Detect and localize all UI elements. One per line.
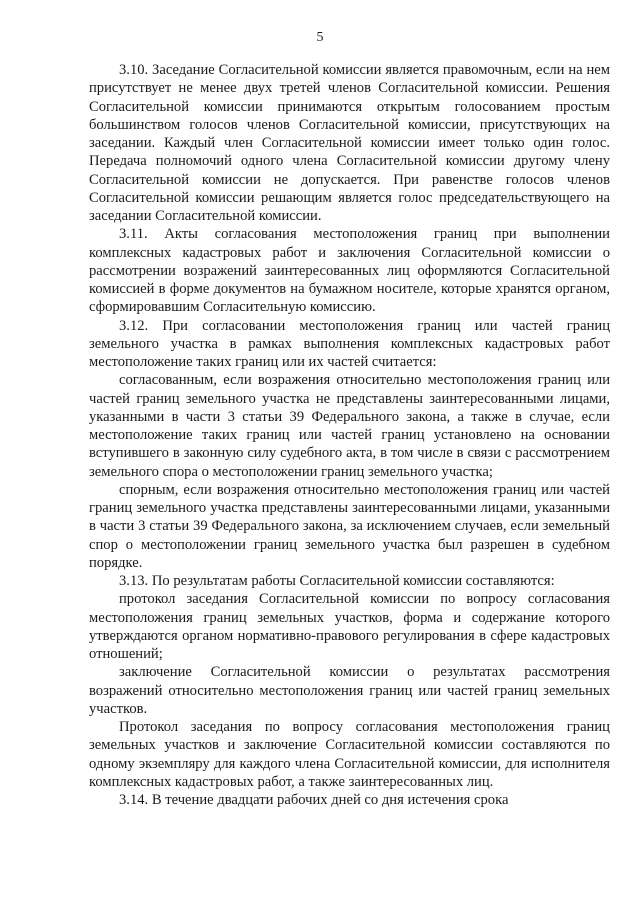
paragraph-copies: Протокол заседания по вопросу согласования местоположения границ земельных участков и заключение Согласительной комиссии составляются по одному экземпляру для каждого члена Согласительной комиссии, для исполнителя комплексных кадастровых работ, а также заинтересованных лиц. <box>89 719 610 790</box>
paragraph-disputed-definition: спорным, если возражения относительно местоположения границ или частей границ земельного участка представлены заинтересованными лицами, указанными в части 3 статьи 39 Федерального закона, за исключением случаев, если земельный спор о местоположении границ земельного участка был разрешен в судебном порядке. <box>89 481 610 571</box>
paragraph-3-11: 3.11. Акты согласования местоположения границ при выполнении комплексных кадастровых работ и заключения Согласительной комиссии о рассмотрении возражений заинтересованных лиц оформляются Согласительной комиссией в форме документов на бумажном носителе, которые хранятся органом, сформировавшим Согласительную комиссию. <box>89 226 610 316</box>
paragraph-3-12: 3.12. При согласовании местоположения границ или частей границ земельного участка в рамках выполнения комплексных кадастровых работ местоположение таких границ или их частей считается: <box>89 317 610 370</box>
paragraph-protocol: протокол заседания Согласительной комиссии по вопросу согласования местоположения границ земельных участков, форма и содержание которого утверждаются органом нормативно-правового регулирования в сфере кадастровых отношений; <box>89 591 610 662</box>
paragraph-conclusion: заключение Согласительной комиссии о результатах рассмотрения возражений относительно местоположения границ или частей границ земельных участков. <box>89 664 610 717</box>
paragraph-3-10: 3.10. Заседание Согласительной комиссии является правомочным, если на нем присутствует не менее двух третей членов Согласительной комиссии. Решения Согласительной комиссии принимаются открытым голосованием простым большинством голосов членов Согласительной комиссии, присутствующих на заседании. Каждый член Согласительной комиссии имеет только один голос. Передача полномочий одного члена Согласительной комиссии другому члену Согласительной комиссии не допускается. При равенстве голосов членов Согласительной комиссии решающим является голос председательствующего на заседании Согласительной комиссии. <box>89 62 610 224</box>
paragraph-3-14: 3.14. В течение двадцати рабочих дней со дня истечения срока <box>119 792 509 808</box>
paragraph-agreed-definition: согласованным, если возражения относительно местоположения границ или частей границ земельного участка не представлены заинтересованными лицами, указанными в части 3 статьи 39 Федерального закона, а также в случае, если местоположение таких границ или частей границ установлено на основании вступившего в законную силу судебного акта, в том числе в связи с рассмотрением земельного спора о местоположении границ земельного участка; <box>89 372 610 480</box>
page-number: 5 <box>316 30 324 45</box>
paragraph-3-13: 3.13. По результатам работы Согласительной комиссии составляются: <box>119 573 555 589</box>
document-body <box>89 61 610 809</box>
